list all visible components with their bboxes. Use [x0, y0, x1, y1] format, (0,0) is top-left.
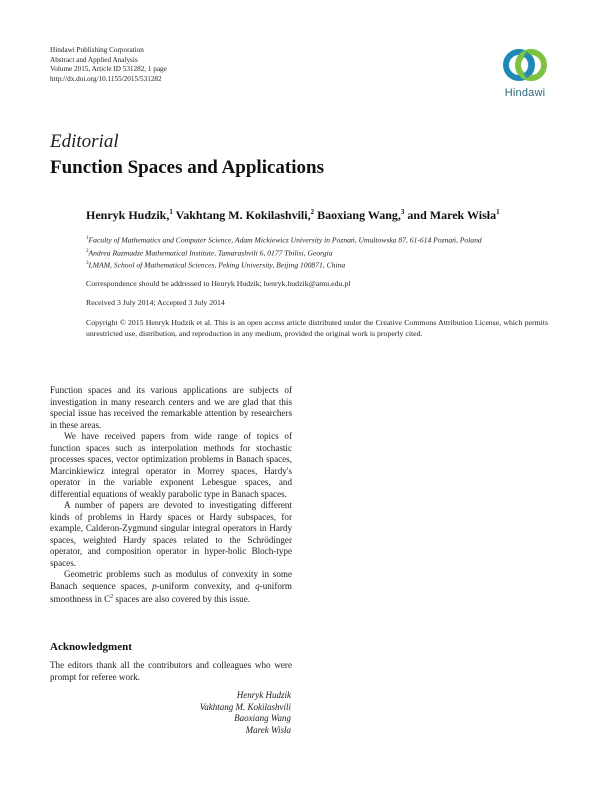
hindawi-logo — [494, 44, 558, 108]
editor-signatures — [100, 690, 291, 736]
paragraph: A number of papers are devoted to investigating different kinds of problems in Hardy spaces or Hardy subspaces, for example, Calderon-Zygmund singular integral operators in Hardy spaces, weighted Hardy spaces related to the Schrödinger operator, and composition operator in hyper-bolic Bloch-type spaces. — [50, 500, 292, 568]
author-affil-sup: 1 — [169, 208, 173, 216]
text-run: spaces are also covered by this issue. — [113, 594, 251, 605]
doi-link[interactable]: http://dx.doi.org/10.1155/2015/531282 — [50, 74, 162, 83]
hindawi-logo-icon — [500, 44, 550, 86]
math-superscript: 2 — [110, 594, 114, 600]
article-type: Editorial — [50, 131, 119, 152]
text-run: -uniform convexity, and — [156, 580, 256, 591]
affiliations — [86, 233, 482, 271]
affiliation-item — [86, 258, 482, 271]
author-name: Vakhtang M. Kokilashvili, — [175, 208, 311, 222]
paragraph — [50, 569, 292, 606]
author-affil-sup: 2 — [310, 208, 315, 216]
journal-name: Abstract and Applied Analysis — [50, 55, 138, 64]
text-run: Geometric problems such as modulus of convexity in some Banach sequence spaces, — [50, 569, 292, 591]
acknowledgment-heading: Acknowledgment — [50, 641, 132, 653]
volume-info: Volume 2015, Article ID 531282, 1 page — [50, 65, 167, 74]
math-symbol: p — [152, 580, 157, 591]
signature-name: Vakhtang M. Kokilashvili — [199, 701, 291, 712]
affiliation-item — [86, 233, 482, 246]
article-title: Function Spaces and Applications — [50, 157, 324, 178]
author-affil-sup: 3 — [400, 208, 405, 216]
author-name: and Marek Wisła — [407, 208, 497, 222]
math-symbol: q — [255, 580, 260, 591]
signature-name: Baoxiang Wang — [234, 713, 291, 724]
paragraph: Function spaces and its various applications are subjects of investigation in many research centers and we are glad that this special issue has received the remarkable attention by researchers in these areas. — [50, 385, 292, 430]
affiliation-sup: 2 — [86, 248, 89, 254]
author-list — [86, 208, 500, 223]
paragraph: We have received papers from wide range of topics of function spaces such as interpolation methods for stochastic processes spaces, vector optimization problems in Banach spaces, Marcinkiewicz integral operator in Morrey spaces, Hardy's operator in the variable exponent Lebesgue spaces, and differential equations of weakly parabolic type in Banach spaces. — [50, 431, 292, 499]
received-dates: Received 3 July 2014; Accepted 3 July 2014 — [86, 298, 225, 307]
text-run: -uniform smoothness in — [50, 580, 292, 605]
author-name: Baoxiang Wang, — [317, 208, 401, 222]
affiliation-text: LMAM, School of Mathematical Sciences, Peking University, Beijing 100871, China — [88, 260, 346, 270]
copyright-notice: Copyright © 2015 Henryk Hudzik et al. This is an open access article distributed under the Creative Commons Attribution License, which permits unrestricted use, distribution, and reproduction in any medium, provided the original work is properly cited. — [86, 318, 548, 338]
body-text — [50, 385, 292, 606]
math-symbol: C — [104, 594, 111, 605]
affiliation-item — [86, 246, 482, 259]
affiliation-text: Andrea Razmadze Mathematical Institute, Tamarashvili 6, 0177 Tbilisi, Georgia — [88, 248, 333, 258]
logo-wordmark: Hindawi — [504, 87, 546, 99]
author-affil-sup: 1 — [496, 208, 500, 216]
correspondence: Correspondence should be addressed to Henryk Hudzik; henryk.hudzik@amu.edu.pl — [86, 279, 351, 288]
journal-info — [50, 46, 167, 84]
signature-name: Henryk Hudzik — [236, 690, 291, 700]
author-name: Henryk Hudzik, — [86, 208, 170, 222]
affiliation-sup: 3 — [86, 261, 89, 267]
affiliation-text: Faculty of Mathematics and Computer Science, Adam Mickiewicz University in Poznań, Umultowska 87, 61-614 Poznań, Poland — [88, 235, 482, 245]
affiliation-sup: 1 — [86, 236, 89, 241]
publisher-name: Hindawi Publishing Corporation — [50, 46, 144, 54]
signature-name: Marek Wisła — [245, 724, 291, 735]
acknowledgment-text: The editors thank all the contributors and colleagues who were prompt for referee work. — [50, 660, 292, 682]
